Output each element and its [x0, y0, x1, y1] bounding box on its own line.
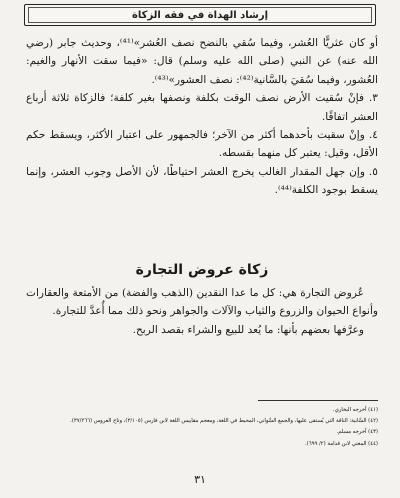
section-heading: زكاة عروض التجارة	[135, 262, 269, 278]
paragraph-hadith: أو كان عثريًّا العُشر، وفيما سُقي بالنضح نصف العُشر»⁽⁴¹⁾، وحديث جابر (رضي الله عنه) عن النبي (صلى الله عليه وسلم) قال: «فيما سقت الأنهار والغيم: العُشور، وفيما سُقيَ بالسَّانية⁽⁴²⁾: نصف العشور»⁽⁴³⁾.	[26, 37, 378, 86]
paragraph-point-3: ٣. فإنْ سُقيت الأرض نصف الوقت بكلفة ونصفها بغير كلفة؛ فالزكاة ثلاثة أرباع العشر اتفاقًا.	[26, 92, 378, 123]
section-text	[26, 284, 378, 339]
footnote-divider	[258, 400, 378, 401]
paragraph-point-5: ٥. وإن جهل المقدار الغالب يخرج العشر احتياطًا، لأن الأصل وجوب العشر، وإنما يسقط بوجود الكلفة⁽⁴⁴⁾.	[26, 165, 378, 197]
main-text	[26, 34, 378, 200]
footnote-43: (٤٣) أخرجه مسلم.	[336, 429, 378, 436]
paragraph-point-4: ٤. وإنْ سقيت بأحدهما أكثر من الآخر؛ فالجمهور على اعتبار الأكثر، ويسقط حكم الأقل، وقيل: يعتبر كل منهما بقسطه.	[26, 129, 378, 160]
footnotes	[26, 405, 378, 450]
running-header	[24, 4, 376, 26]
footnote-44: (٤٤) المغني لابن قدامة (٢/ ٦٩٩).	[305, 440, 378, 447]
footnote-41: (٤١) أخرجه البخاري.	[332, 407, 378, 413]
page-number: ٣١	[194, 473, 206, 486]
footnote-42: (٤٢) السَّانية: الناقة التي يُستقى عليها، والجمع السَّواني، المحيط في اللغة، ومعجم مقاييس اللغة لابن فارس (٣/١٠٥)، وتاج العروس (٣٧/٢٦٦).	[70, 418, 378, 425]
header-title: إرشاد الهداة في فقه الزكاة	[131, 9, 269, 21]
paragraph-alt-definition: وعرَّفها بعضهم بأنها: ما يُعد للبيع والشراء بقصد الربح.	[132, 323, 364, 336]
paragraph-definition: عُروض التجارة هي: كل ما عدا النقدين (الذهب والفضة) من الأمتعة والعقارات وأنواع الحيوان والزروع والثياب والآلات والجواهر ونحو ذلك مما أُعدَّ للتجارة.	[26, 287, 378, 318]
